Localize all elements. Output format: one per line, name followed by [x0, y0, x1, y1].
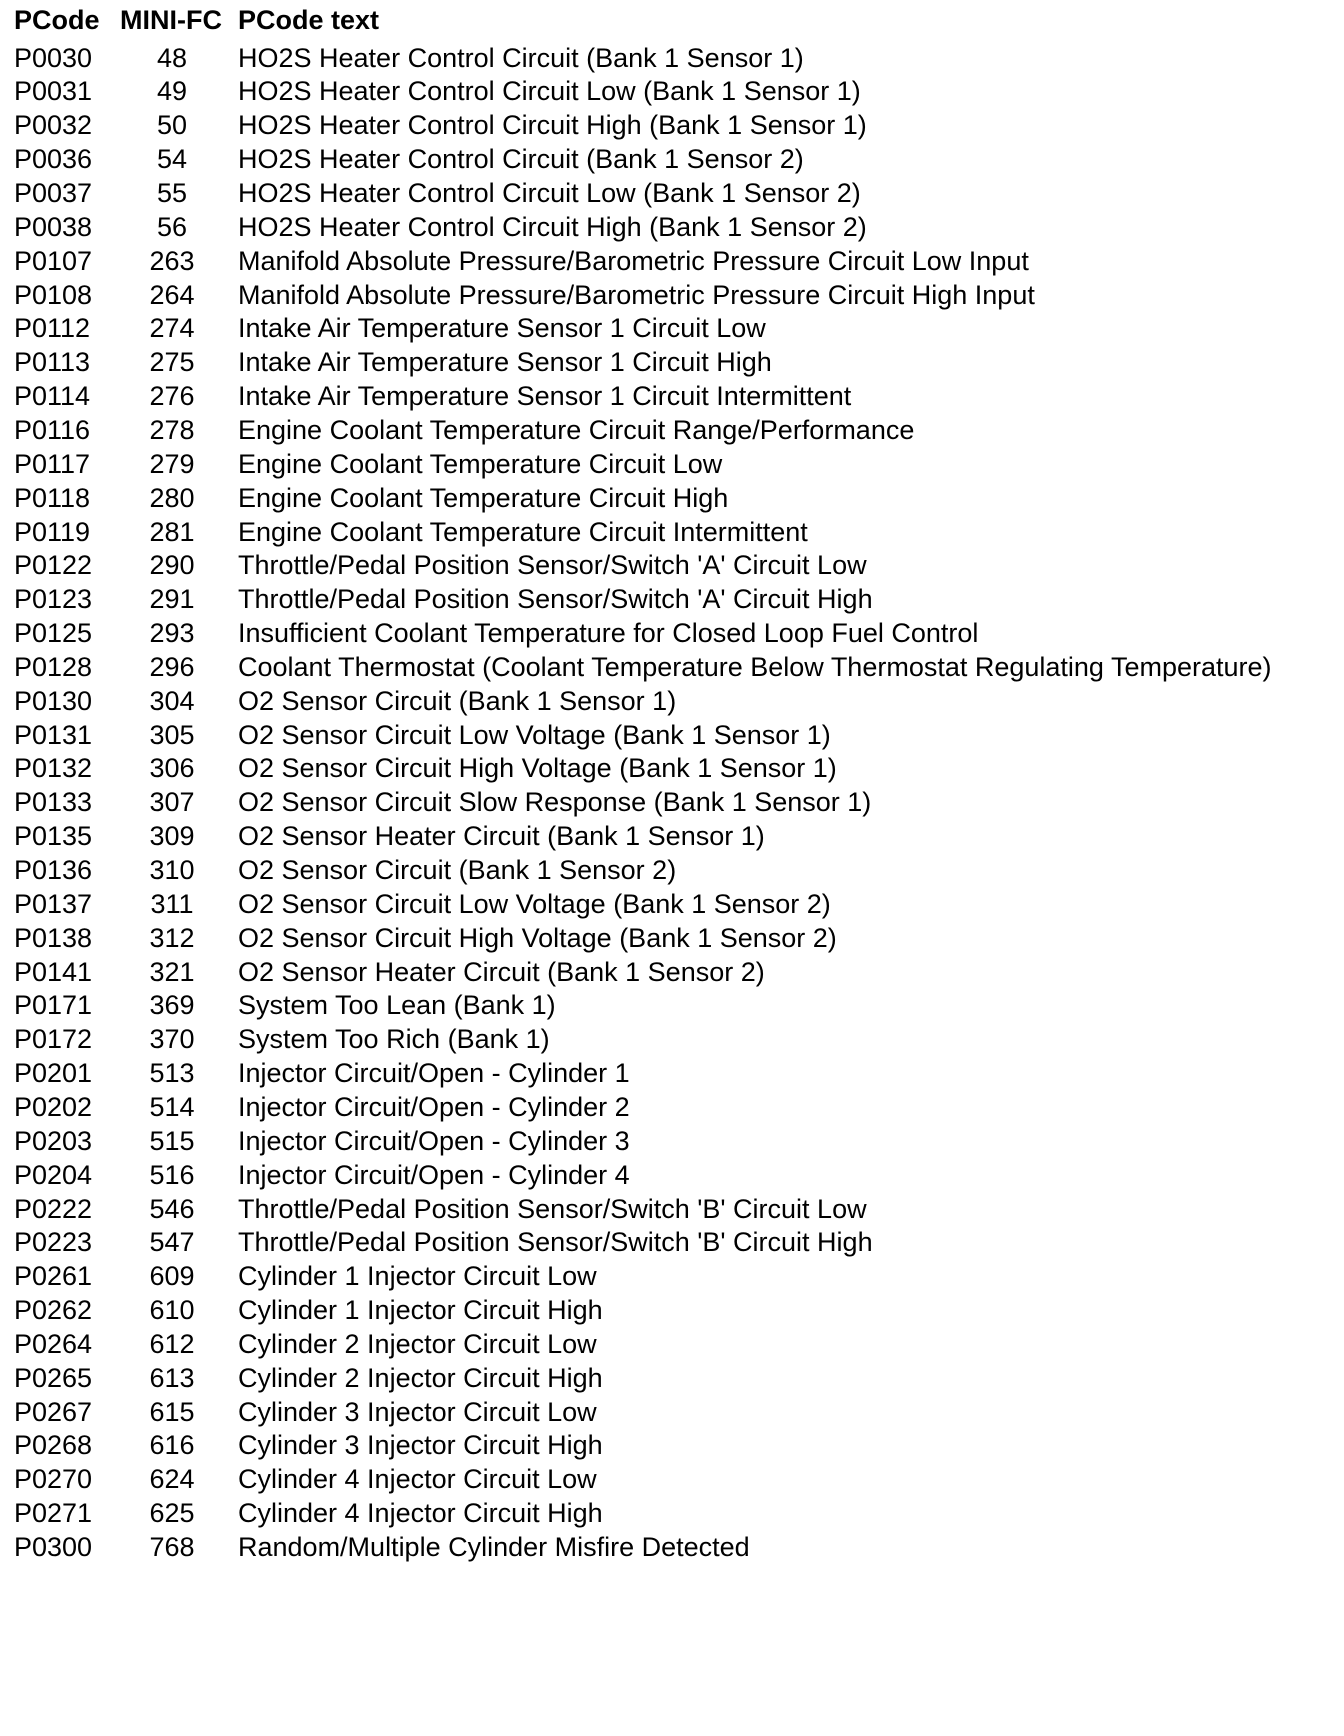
table-row: [0, 446, 1344, 484]
cell-pcode-text: Intake Air Temperature Sensor 1 Circuit Low: [238, 313, 766, 344]
cell-mini-fc: 624: [149, 1464, 195, 1495]
cell-pcode-text: Coolant Thermostat (Coolant Temperature Below Thermostat Regulating Temperature): [238, 651, 1272, 682]
table-row: [0, 954, 1344, 992]
cell-pcode: P0123: [14, 584, 93, 615]
cell-pcode-text: O2 Sensor Circuit High Voltage (Bank 1 Sensor 2): [238, 922, 837, 953]
table-row: [0, 514, 1344, 552]
cell-mini-fc: 613: [149, 1362, 195, 1393]
cell-pcode-text: Throttle/Pedal Position Sensor/Switch 'A' Circuit High: [238, 584, 873, 615]
cell-mini-fc: 50: [156, 110, 188, 141]
table-row: [0, 1224, 1344, 1262]
cell-pcode: P0131: [14, 719, 93, 750]
cell-pcode-text: HO2S Heater Control Circuit Low (Bank 1 Sensor 2): [238, 178, 861, 208]
cell-pcode-text: Cylinder 4 Injector Circuit High: [238, 1498, 603, 1529]
cell-pcode-text: Cylinder 3 Injector Circuit Low: [238, 1396, 597, 1427]
cell-mini-fc: 515: [149, 1125, 195, 1156]
cell-pcode: P0125: [14, 618, 93, 649]
cell-pcode: P0300: [14, 1532, 93, 1562]
cell-pcode: P0031: [14, 76, 93, 107]
table-row: [0, 1529, 1344, 1567]
cell-pcode: P0270: [14, 1464, 93, 1495]
cell-pcode-text: Throttle/Pedal Position Sensor/Switch 'B' Circuit High: [238, 1227, 873, 1258]
table-row: [0, 886, 1344, 924]
cell-pcode: P0262: [14, 1295, 93, 1326]
cell-pcode-text: Manifold Absolute Pressure/Barometric Pressure Circuit Low Input: [238, 245, 1029, 276]
table-row: [0, 717, 1344, 755]
cell-mini-fc: 49: [156, 76, 188, 107]
table-row: [0, 818, 1344, 856]
cell-pcode: P0038: [14, 211, 93, 242]
cell-pcode-text: System Too Rich (Bank 1): [238, 1024, 550, 1055]
cell-pcode-text: Intake Air Temperature Sensor 1 Circuit High: [238, 347, 772, 378]
table-row: [0, 480, 1344, 518]
cell-pcode-text: Engine Coolant Temperature Circuit Intermittent: [238, 516, 808, 547]
cell-pcode-text: HO2S Heater Control Circuit (Bank 1 Sensor 2): [238, 144, 804, 175]
cell-pcode-text: Throttle/Pedal Position Sensor/Switch 'B' Circuit Low: [238, 1193, 867, 1224]
cell-mini-fc: 54: [156, 144, 188, 175]
cell-pcode-text: HO2S Heater Control Circuit High (Bank 1 Sensor 1): [238, 110, 867, 141]
cell-pcode: P0037: [14, 178, 93, 208]
cell-pcode: P0267: [14, 1396, 93, 1427]
table-row: [0, 175, 1344, 213]
table-header: [0, 2, 1344, 40]
cell-pcode: P0135: [14, 821, 93, 852]
cell-pcode: P0265: [14, 1362, 93, 1393]
table-row: [0, 649, 1344, 687]
cell-pcode: P0268: [14, 1430, 93, 1461]
table-row: [0, 209, 1344, 247]
cell-pcode: P0130: [14, 685, 93, 716]
table-row: [0, 547, 1344, 585]
table-row: [0, 378, 1344, 416]
cell-pcode-text: O2 Sensor Circuit (Bank 1 Sensor 1): [238, 685, 677, 716]
cell-mini-fc: 516: [149, 1159, 195, 1190]
table-row: [0, 277, 1344, 315]
cell-pcode-text: HO2S Heater Control Circuit (Bank 1 Sensor 1): [238, 42, 804, 73]
cell-pcode-text: Insufficient Coolant Temperature for Closed Loop Fuel Control: [238, 618, 979, 649]
cell-pcode-text: Cylinder 2 Injector Circuit High: [238, 1362, 603, 1393]
table-row: [0, 1258, 1344, 1296]
cell-mini-fc: 264: [149, 279, 195, 310]
cell-pcode: P0108: [14, 279, 93, 310]
cell-pcode-text: Cylinder 3 Injector Circuit High: [238, 1430, 603, 1461]
table-row: [0, 1089, 1344, 1127]
table-row: [0, 40, 1344, 78]
cell-pcode-text: Cylinder 4 Injector Circuit Low: [238, 1464, 597, 1495]
cell-pcode-text: Engine Coolant Temperature Circuit Range/Performance: [238, 414, 915, 445]
cell-pcode: P0222: [14, 1193, 93, 1224]
cell-mini-fc: 514: [149, 1091, 195, 1122]
cell-mini-fc: 279: [149, 448, 195, 479]
cell-pcode-text: Engine Coolant Temperature Circuit High: [238, 482, 729, 513]
cell-mini-fc: 278: [149, 414, 195, 445]
cell-mini-fc: 296: [149, 651, 195, 682]
cell-mini-fc: 370: [149, 1024, 195, 1055]
table-row: [0, 784, 1344, 822]
cell-pcode: P0107: [14, 245, 93, 276]
cell-pcode: P0116: [14, 414, 91, 445]
cell-mini-fc: 275: [149, 347, 195, 378]
cell-pcode-text: O2 Sensor Heater Circuit (Bank 1 Sensor 2): [238, 956, 765, 987]
cell-mini-fc: 55: [156, 178, 188, 208]
cell-pcode: P0201: [14, 1058, 93, 1089]
cell-mini-fc: 610: [149, 1295, 195, 1326]
cell-pcode: P0112: [14, 313, 91, 344]
cell-pcode-text: Injector Circuit/Open - Cylinder 1: [238, 1058, 630, 1089]
cell-pcode-text: HO2S Heater Control Circuit Low (Bank 1 Sensor 1): [238, 76, 861, 107]
header-pcode: PCode: [14, 5, 100, 35]
table-row: [0, 1292, 1344, 1330]
header-mini-fc: MINI-FC: [120, 5, 222, 35]
cell-mini-fc: 276: [149, 381, 195, 412]
table-row: [0, 1427, 1344, 1465]
cell-pcode-text: Random/Multiple Cylinder Misfire Detected: [238, 1532, 750, 1562]
cell-mini-fc: 309: [149, 821, 195, 852]
table-row: [0, 1360, 1344, 1398]
cell-pcode: P0113: [14, 347, 91, 378]
cell-mini-fc: 513: [149, 1058, 195, 1089]
cell-pcode: P0122: [14, 550, 93, 581]
cell-pcode: P0119: [14, 516, 91, 547]
cell-mini-fc: 321: [149, 956, 195, 987]
cell-pcode-text: HO2S Heater Control Circuit High (Bank 1 Sensor 2): [238, 211, 867, 242]
cell-pcode-text: Manifold Absolute Pressure/Barometric Pressure Circuit High Input: [238, 279, 1035, 310]
cell-mini-fc: 56: [156, 211, 188, 242]
cell-pcode-text: O2 Sensor Circuit Slow Response (Bank 1 Sensor 1): [238, 787, 872, 818]
cell-mini-fc: 311: [150, 888, 194, 919]
table-row: [0, 1123, 1344, 1161]
cell-pcode: P0036: [14, 144, 93, 175]
cell-mini-fc: 307: [149, 787, 195, 818]
table-row: [0, 987, 1344, 1025]
cell-pcode: P0128: [14, 651, 93, 682]
table-row: [0, 141, 1344, 179]
cell-pcode-text: O2 Sensor Circuit Low Voltage (Bank 1 Sensor 1): [238, 719, 831, 750]
cell-mini-fc: 369: [149, 990, 195, 1021]
cell-mini-fc: 305: [149, 719, 195, 750]
table-row: [0, 920, 1344, 958]
table-row: [0, 1157, 1344, 1195]
cell-pcode: P0172: [14, 1024, 93, 1055]
cell-mini-fc: 768: [149, 1532, 195, 1562]
cell-pcode: P0138: [14, 922, 93, 953]
table-row: [0, 1021, 1344, 1059]
cell-mini-fc: 625: [149, 1498, 195, 1529]
cell-pcode-text: Injector Circuit/Open - Cylinder 3: [238, 1125, 630, 1156]
table-row: [0, 750, 1344, 788]
header-pcode-text: PCode text: [238, 5, 380, 35]
cell-mini-fc: 612: [149, 1328, 195, 1359]
cell-pcode-text: O2 Sensor Circuit Low Voltage (Bank 1 Sensor 2): [238, 888, 831, 919]
cell-pcode: P0114: [14, 381, 91, 412]
cell-mini-fc: 263: [149, 245, 195, 276]
table-row: [0, 581, 1344, 619]
cell-mini-fc: 304: [149, 685, 195, 716]
cell-pcode: P0141: [14, 956, 93, 987]
cell-pcode-text: Cylinder 1 Injector Circuit High: [238, 1295, 603, 1326]
table-row: [0, 107, 1344, 145]
table-row: [0, 412, 1344, 450]
cell-pcode: P0171: [14, 990, 93, 1021]
cell-mini-fc: 547: [149, 1227, 195, 1258]
cell-pcode: P0137: [14, 888, 93, 919]
cell-pcode-text: O2 Sensor Circuit (Bank 1 Sensor 2): [238, 855, 677, 885]
cell-pcode: P0202: [14, 1091, 93, 1122]
cell-mini-fc: 280: [149, 482, 195, 513]
cell-mini-fc: 293: [149, 618, 195, 649]
table-row: [0, 243, 1344, 281]
cell-pcode: P0203: [14, 1125, 93, 1156]
cell-pcode-text: Injector Circuit/Open - Cylinder 4: [238, 1159, 630, 1190]
cell-pcode-text: Engine Coolant Temperature Circuit Low: [238, 448, 723, 479]
cell-pcode: P0132: [14, 753, 93, 784]
cell-mini-fc: 274: [149, 313, 195, 344]
cell-pcode-text: O2 Sensor Circuit High Voltage (Bank 1 Sensor 1): [238, 753, 837, 784]
cell-mini-fc: 616: [149, 1430, 195, 1461]
table-row: [0, 1191, 1344, 1229]
table-row: [0, 1055, 1344, 1093]
cell-pcode: P0030: [14, 42, 93, 73]
cell-pcode-text: Intake Air Temperature Sensor 1 Circuit Intermittent: [238, 381, 852, 412]
table-row: [0, 615, 1344, 653]
cell-pcode: P0264: [14, 1328, 93, 1359]
cell-pcode: P0204: [14, 1159, 93, 1190]
cell-pcode: P0136: [14, 855, 93, 885]
cell-pcode: P0261: [14, 1261, 93, 1292]
table-row: [0, 683, 1344, 721]
table-row: [0, 1326, 1344, 1364]
table-row: [0, 73, 1344, 111]
cell-pcode-text: O2 Sensor Heater Circuit (Bank 1 Sensor 1): [238, 821, 765, 852]
cell-pcode: P0271: [14, 1498, 93, 1529]
cell-mini-fc: 291: [149, 584, 195, 615]
cell-pcode-text: Cylinder 2 Injector Circuit Low: [238, 1328, 597, 1359]
cell-mini-fc: 312: [149, 922, 195, 953]
table-row: [0, 310, 1344, 348]
cell-pcode-text: Throttle/Pedal Position Sensor/Switch 'A' Circuit Low: [238, 550, 867, 581]
cell-mini-fc: 609: [149, 1261, 195, 1292]
cell-mini-fc: 281: [149, 516, 195, 547]
cell-pcode: P0032: [14, 110, 93, 141]
cell-pcode: P0117: [14, 448, 91, 479]
cell-mini-fc: 310: [149, 855, 195, 885]
table-row: [0, 344, 1344, 382]
cell-mini-fc: 290: [149, 550, 195, 581]
table-row: [0, 852, 1344, 890]
cell-pcode-text: System Too Lean (Bank 1): [238, 990, 556, 1021]
cell-pcode: P0223: [14, 1227, 93, 1258]
cell-pcode-text: Cylinder 1 Injector Circuit Low: [238, 1261, 597, 1292]
cell-mini-fc: 306: [149, 753, 195, 784]
table-row: [0, 1461, 1344, 1499]
cell-pcode: P0118: [14, 482, 91, 513]
cell-mini-fc: 546: [149, 1193, 195, 1224]
table-row: [0, 1495, 1344, 1533]
cell-mini-fc: 615: [149, 1396, 195, 1427]
cell-mini-fc: 48: [156, 42, 188, 73]
cell-pcode-text: Injector Circuit/Open - Cylinder 2: [238, 1091, 630, 1122]
table-row: [0, 1394, 1344, 1432]
cell-pcode: P0133: [14, 787, 93, 818]
